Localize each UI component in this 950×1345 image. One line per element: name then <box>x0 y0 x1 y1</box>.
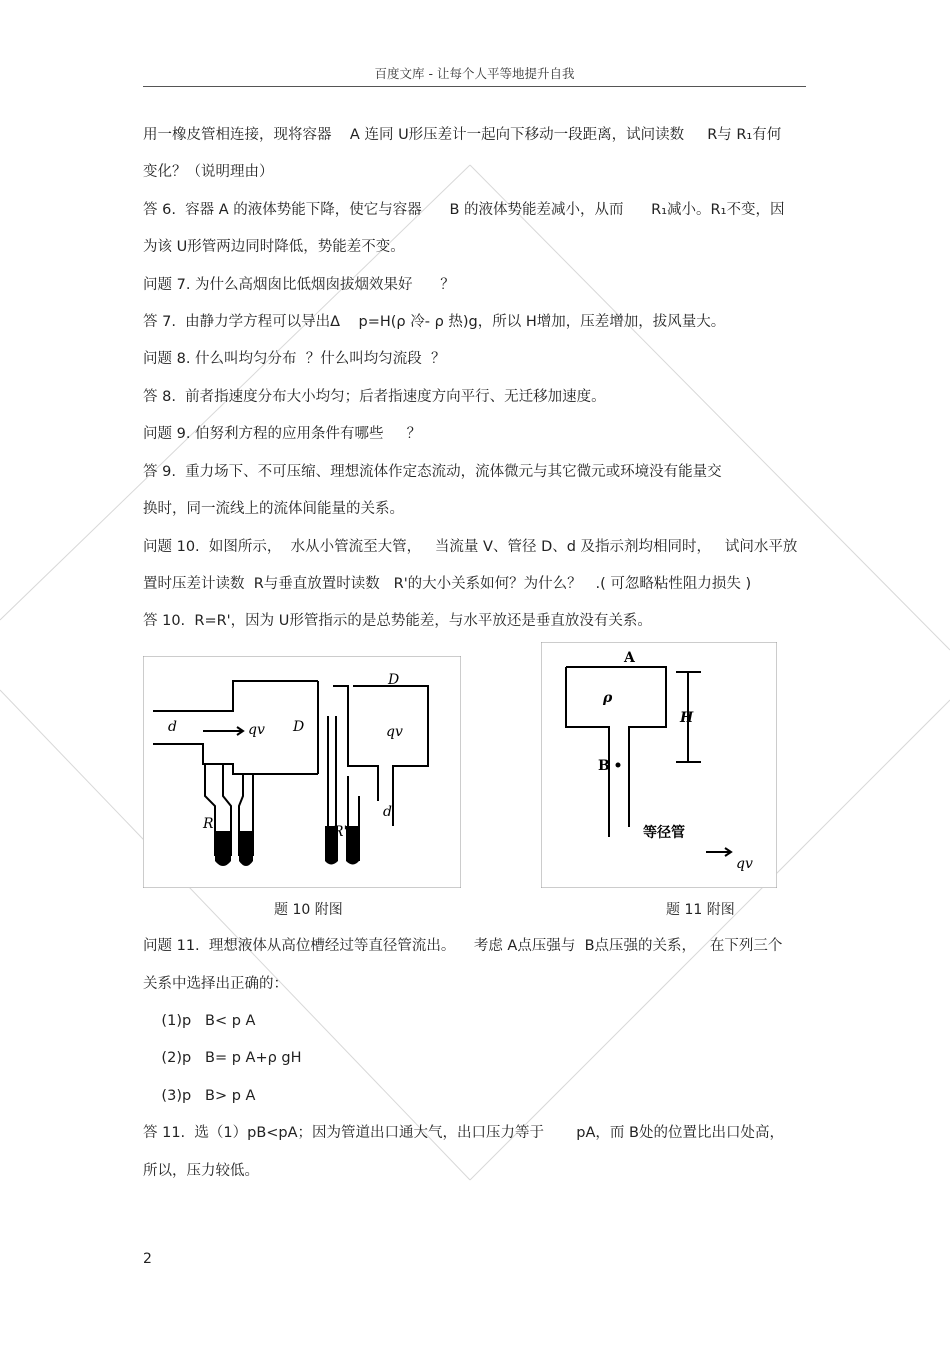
label-H: H <box>680 710 694 726</box>
label-A: A <box>624 650 635 666</box>
label-qv2: qv <box>386 724 403 740</box>
figure-10-diagram <box>143 656 461 888</box>
label-R-prime: R' <box>333 824 348 840</box>
text-line: 答 11. 选（1）pB<pA；因为管道出口通大气，出口压力等于 pA，而 B处的位置比出口处高， <box>143 1125 784 1141</box>
text-line: 置时压差计读数 R与垂直放置时读数 R'的大小关系如何？为什么？ .( 可忽略粘性阻力损失 ) <box>143 576 752 592</box>
text-line: 答 6. 容器 A 的液体势能下降，使它与容器 B 的液体势能差减小，从而 R₁减小。R₁不变，因 <box>143 202 785 218</box>
text-line: (2)p B= p A+ρ gH <box>143 1050 302 1066</box>
text-line: 用一橡皮管相连接，现将容器 A 连同 U形压差计一起向下移动一段距离，试问读数 R与 R₁有何 <box>143 127 782 143</box>
label-D2: D <box>388 672 400 688</box>
text-line: 问题 10. 如图所示， 水从小管流至大管， 当流量 V、管径 D、d 及指示剂均相同时， 试问水平放 <box>143 539 798 555</box>
text-line: 答 10. R=R'，因为 U形管指示的是总势能差，与水平放还是垂直放没有关系。 <box>143 613 652 629</box>
text-line: 换时，同一流线上的流体间能量的关系。 <box>143 501 404 517</box>
label-D: D <box>293 719 305 735</box>
text-line: 问题 7. 为什么高烟囱比低烟囱拔烟效果好 ？ <box>143 277 455 293</box>
text-line: 问题 9. 伯努利方程的应用条件有哪些 ？ <box>143 426 422 442</box>
figure-10-caption: 题 10 附图 <box>274 902 343 918</box>
text-line: (1)p B< p A <box>143 1013 256 1029</box>
label-R: R <box>203 816 214 832</box>
page-header: 百度文库 - 让每个人平等地提升自我 <box>374 66 575 81</box>
text-line: 答 8. 前者指速度分布大小均匀；后者指速度方向平行、无迁移加速度。 <box>143 389 606 405</box>
label-rho: ρ <box>603 690 613 706</box>
text-line: 所以，压力较低。 <box>143 1163 259 1179</box>
text-line: 变化？（说明理由） <box>143 164 274 180</box>
label-qv: qv <box>248 722 265 738</box>
text-line: (3)p B> p A <box>143 1088 256 1104</box>
page-number: 2 <box>143 1251 152 1267</box>
text-line: 关系中选择出正确的： <box>143 976 288 992</box>
label-d: d <box>168 719 177 735</box>
text-line: 答 7. 由静力学方程可以导出Δ p=H(ρ 冷- ρ 热)g，所以 H增加，压差增加，拔风量大。 <box>143 314 726 330</box>
label-pipe: 等径管 <box>643 825 685 841</box>
text-line: 问题 11. 理想液体从高位槽经过等直径管流出。 考虑 A点压强与 B点压强的关系， 在下列三个 <box>143 938 783 954</box>
label-B: B <box>598 758 610 774</box>
figure-11-diagram <box>541 642 777 888</box>
text-line: 答 9. 重力场下、不可压缩、理想流体作定态流动，流体微元与其它微元或环境没有能量交 <box>143 464 722 480</box>
figure-11-caption: 题 11 附图 <box>666 902 735 918</box>
text-line: 为该 U形管两边同时降低，势能差不变。 <box>143 239 405 255</box>
header-divider <box>143 86 806 87</box>
text-line: 问题 8. 什么叫均匀分布 ？什么叫均匀流段 ？ <box>143 351 446 367</box>
label-d2: d <box>383 804 392 820</box>
label-qv: qv <box>736 856 753 872</box>
